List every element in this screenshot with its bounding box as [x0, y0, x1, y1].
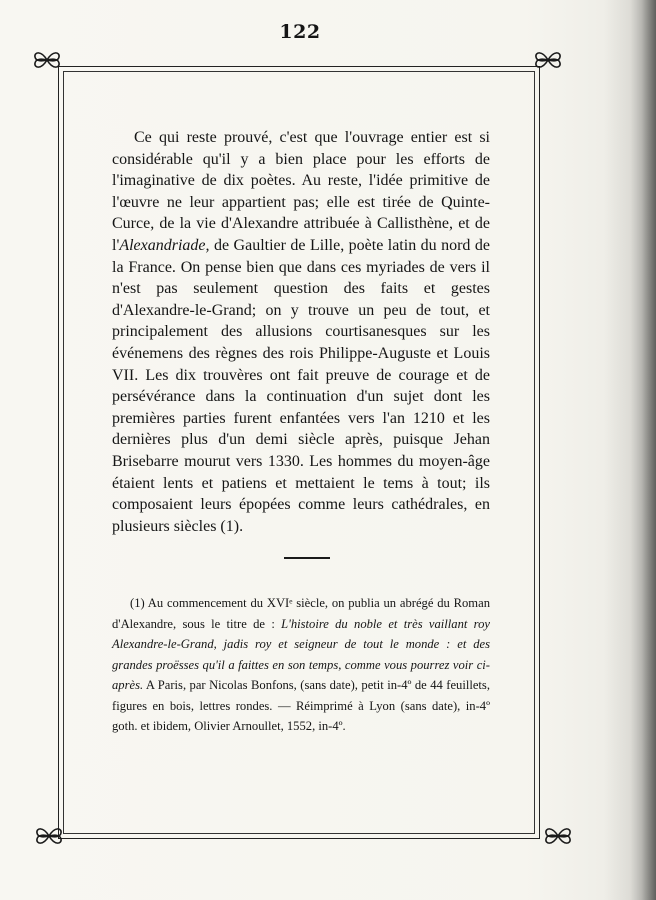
- corner-ornament-icon: [543, 823, 573, 849]
- page-number: 122: [279, 21, 321, 43]
- footnote-text-part: (1) Au commencement du XVIᵉ siècle, on publia un abrégé du Roman d'Alexandre, sous le titre de :: [112, 596, 490, 631]
- main-text-italic: Alexandriade,: [119, 236, 210, 254]
- binding-shadow: [630, 0, 656, 900]
- footnote: [112, 593, 490, 737]
- section-separator: [284, 557, 330, 559]
- main-paragraph: [112, 127, 490, 537]
- corner-ornament-icon: [533, 47, 563, 73]
- footnote-title-italic: L'histoire du noble et très vaillant roy Alexandre-le-Grand, jadis roy et seigneur de tout le monde : et des grandes proësses qu'il a faittes en son temps, comme vous pourrez voir ci-après.: [112, 616, 490, 692]
- footnote-text-part: A Paris, par Nicolas Bonfons, (sans date), petit in-4º de 44 feuillets, figures en bois, lettres rondes. — Réimprimé à Lyon (sans date), in-4º goth. et ibidem, Olivier Arnoullet, 1552, in-4º.: [112, 678, 490, 733]
- main-text-part: de Gaultier de Lille, poète latin du nord de la France. On pense bien que dans ces myriades de vers il n'est pas seulement question des faits et gestes d'Alexandre-le-Grand; on y trouve un peu de tout, et principalement des allusions courtisanesques sur les événemens des règnes des rois Philippe-Auguste et Louis VII. Les dix trouvères ont fait preuve de courage et de persévérance dans la continuation d'un sujet dont les premières parties furent enfantées vers l'an 1210 et les dernières plus d'un demi siècle après, puisque Jehan Brisebarre mourut vers 1330. Les hommes du moyen-âge étaient lents et patiens et mettaient le tems à tout; ils composaient leurs épopées comme leurs cathédrales, en plusieurs siècles (1).: [112, 236, 490, 535]
- corner-ornament-icon: [32, 47, 62, 73]
- corner-ornament-icon: [34, 823, 64, 849]
- main-text-part: Ce qui reste prouvé, c'est que l'ouvrage entier est si considérable qu'il y a bien place pour les efforts de l'imaginative de dix poètes. Au reste, l'idée primitive de l'œuvre ne leur appartient pas; elle est tirée de Quinte-Curce, de la vie d'Alexandre attribuée à Callisthène, et de l': [112, 129, 490, 254]
